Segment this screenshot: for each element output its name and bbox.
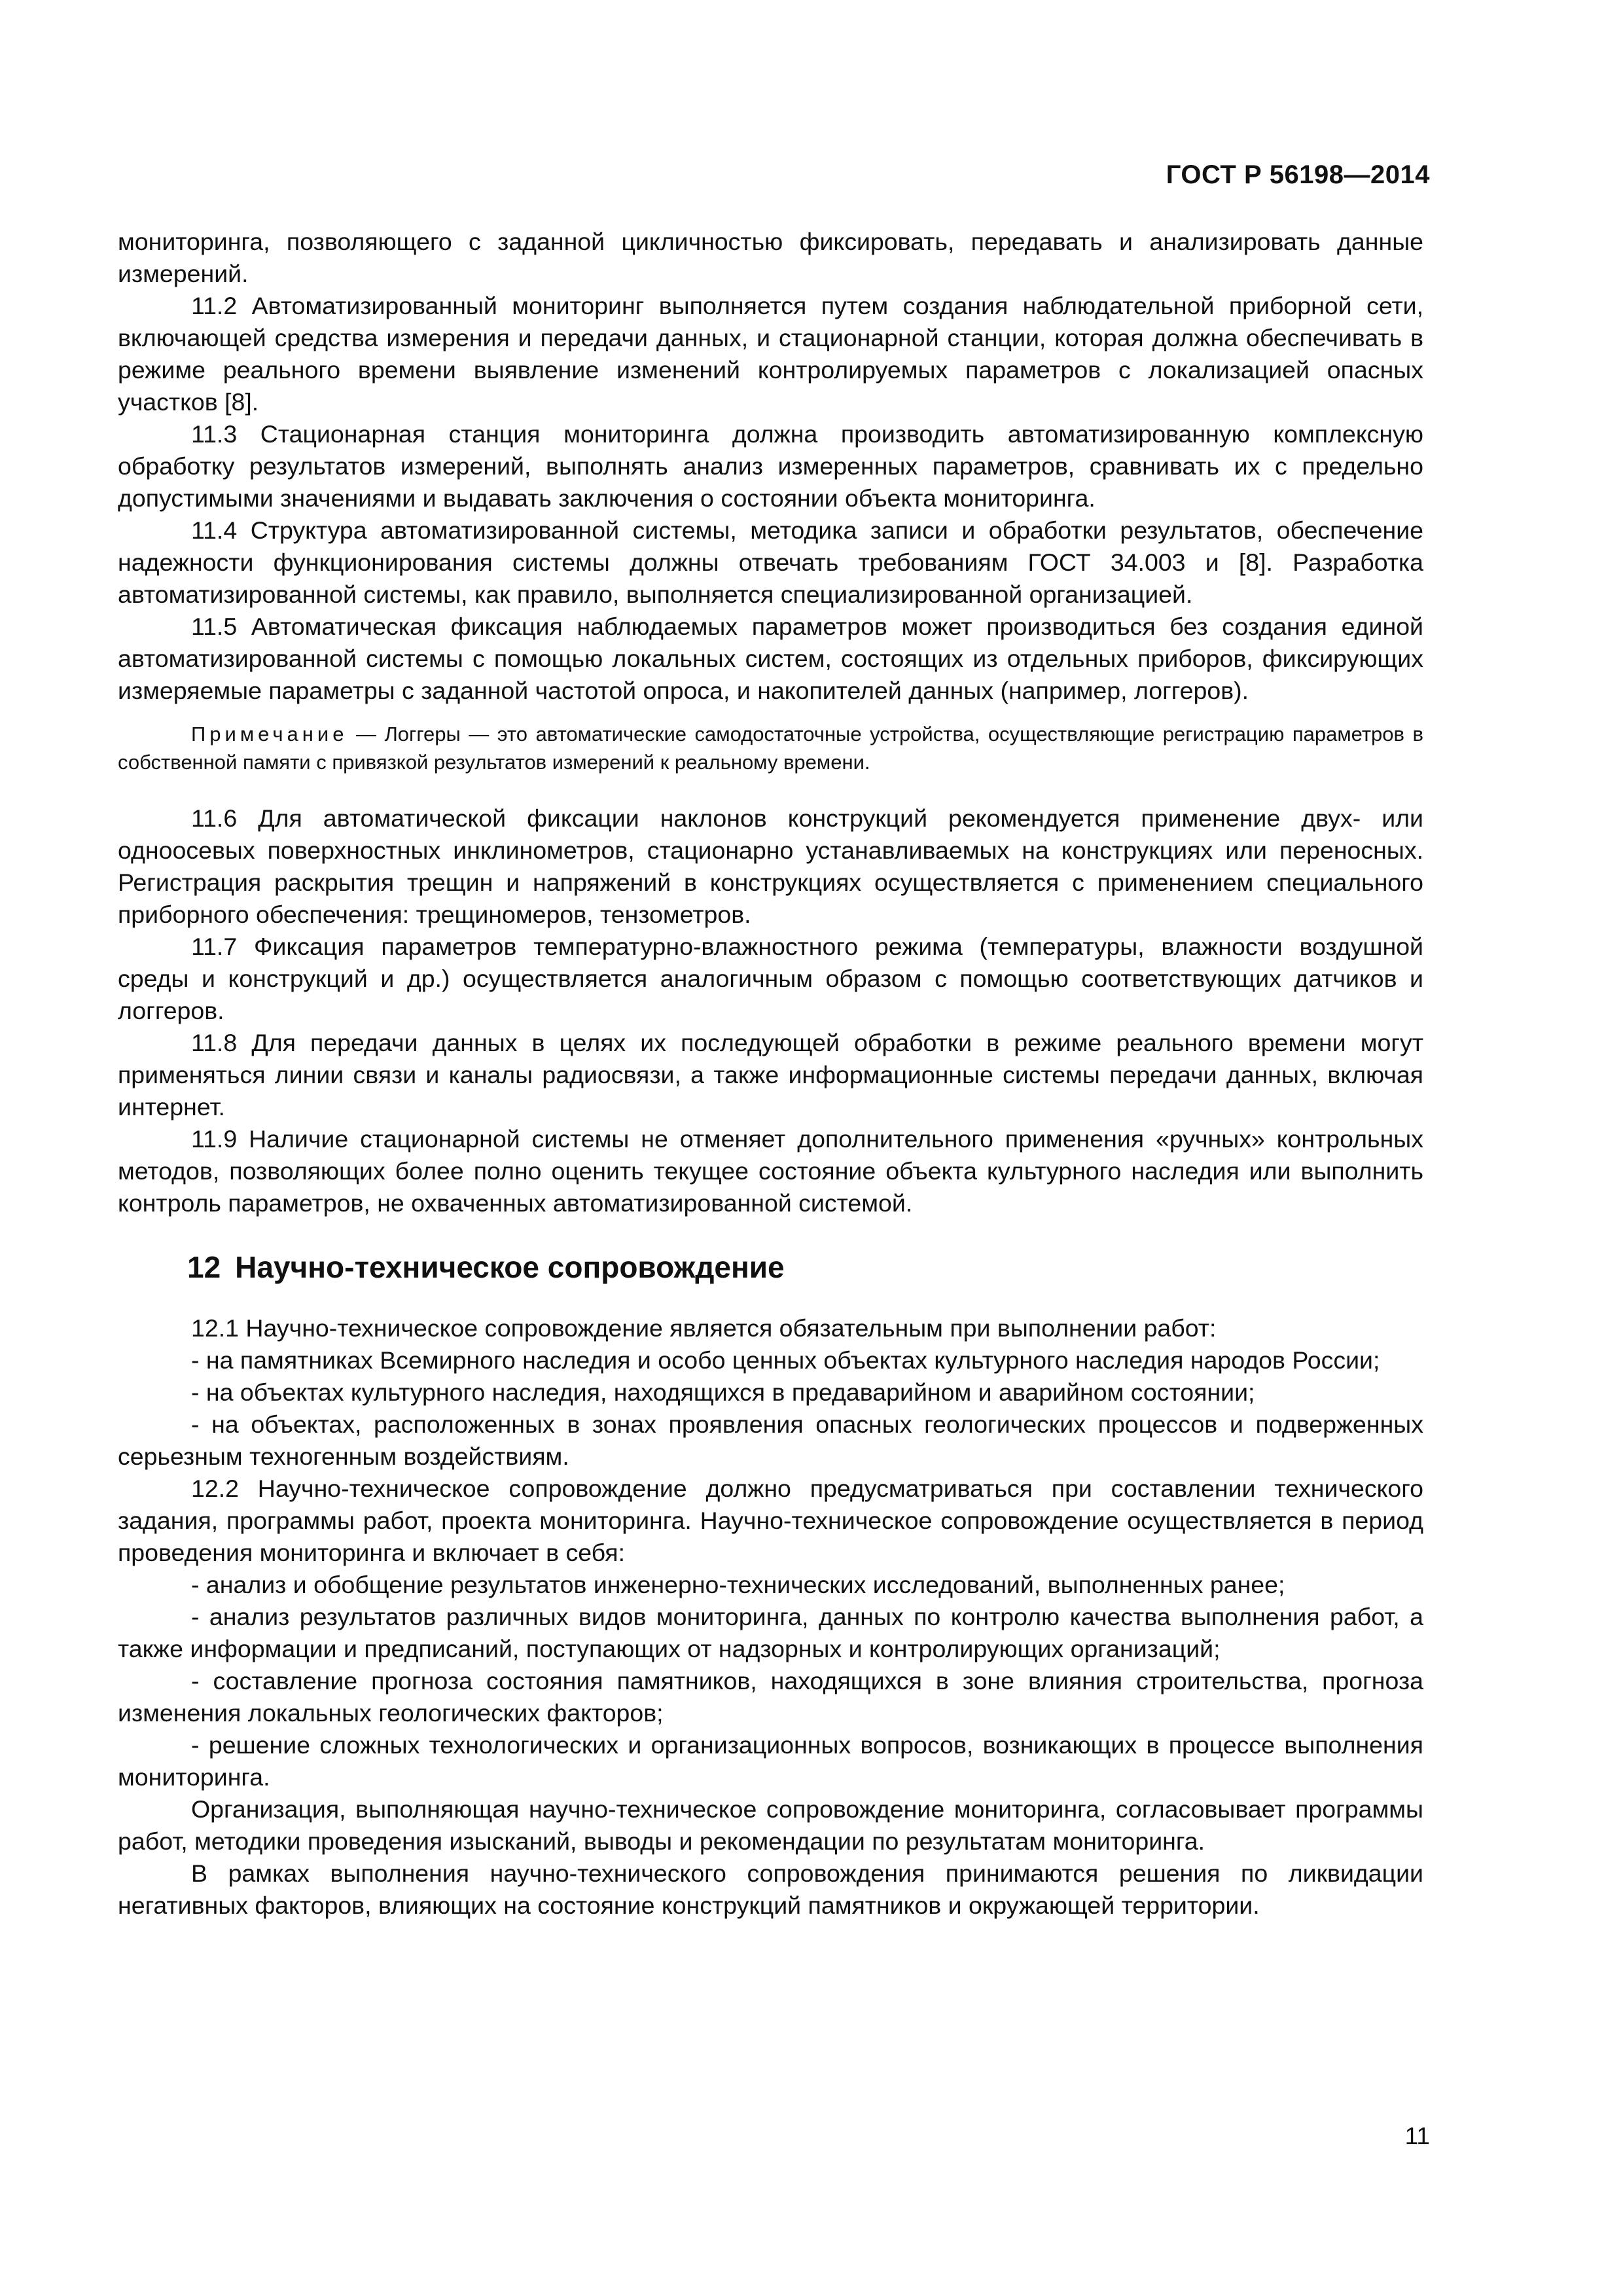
paragraph-11-3: 11.3 Стационарная станция мониторинга должна производить автоматизированную комплексную обработку результатов измерений, выполнять анализ измеренных параметров, сравнивать их с предельно допустимыми значениями и выдавать заключения о состоянии объекта мониторинга. bbox=[118, 420, 1423, 512]
section-title: Научно-техническое сопровождение bbox=[235, 1250, 785, 1284]
note bbox=[118, 720, 1423, 776]
document-code: ГОСТ Р 56198—2014 bbox=[1166, 160, 1430, 189]
paragraph-11-2: 11.2 Автоматизированный мониторинг выполняется путем создания наблюдательной приборной сети, включающей средства измерения и передачи данных, и стационарной станции, которая должна обеспечивать в режиме реального времени выявление изменений контролируемых параметров с локализацией опасных участков [8]. bbox=[118, 292, 1423, 416]
list-item: - на объектах, расположенных в зонах проявления опасных геологических процессов и подверженных серьезным техногенным воздействиям. bbox=[118, 1410, 1423, 1470]
list-item: - анализ результатов различных видов мониторинга, данных по контролю качества выполнения работ, а также информации и предписаний, поступающих от надзорных и контролирующих организаций; bbox=[118, 1603, 1423, 1662]
list-item: - составление прогноза состояния памятников, находящихся в зоне влияния строительства, прогноза изменения локальных геологических факторов; bbox=[118, 1667, 1423, 1727]
page-number: 11 bbox=[1404, 2123, 1430, 2149]
paragraph-11-5: 11.5 Автоматическая фиксация наблюдаемых параметров может производиться без создания единой автоматизированной системы с помощью локальных систем, состоящих из отдельных приборов, фиксирующих измеряемые параметры с заданной частотой опроса, и накопителей данных (например, логгеров). bbox=[118, 613, 1423, 704]
document-body bbox=[118, 226, 1423, 1922]
paragraph-11-4: 11.4 Структура автоматизированной системы, методика записи и обработки результатов, обеспечение надежности функционирования системы должны отвечать требованиям ГОСТ 34.003 и [8]. Разработка автоматизированной системы, как правило, выполняется специализированной организацией. bbox=[118, 516, 1423, 608]
paragraph-organization: Организация, выполняющая научно-техническое сопровождение мониторинга, согласовывает программы работ, методики проведения изысканий, выводы и рекомендации по результатам мониторинга. bbox=[118, 1795, 1423, 1855]
paragraph-11-6: 11.6 Для автоматической фиксации наклонов конструкций рекомендуется применение двух- или одноосевых поверхностных инклинометров, стационарно устанавливаемых на конструкциях или переносных. Регистрация раскрытия трещин и напряжений в конструкциях осуществляется с применением специального приборного обеспечения: трещиномеров, тензометров. bbox=[118, 804, 1423, 928]
paragraph-11-7: 11.7 Фиксация параметров температурно-влажностного режима (температуры, влажности воздушной среды и конструкций и др.) осуществляется аналогичным образом с помощью соответствующих датчиков и логгеров. bbox=[118, 933, 1423, 1024]
list-item: - решение сложных технологических и организационных вопросов, возникающих в процессе выполнения мониторинга. bbox=[118, 1731, 1423, 1791]
list-item: - на объектах культурного наследия, находящихся в предаварийном и аварийном состоянии; bbox=[191, 1378, 1255, 1406]
section-number: 12 bbox=[187, 1250, 221, 1284]
paragraph-11-8: 11.8 Для передачи данных в целях их последующей обработки в режиме реального времени могут применяться линии связи и каналы радиосвязи, а также информационные системы передачи данных, включая интернет. bbox=[118, 1029, 1423, 1121]
list-item: - анализ и обобщение результатов инженерно-технических исследований, выполненных ранее; bbox=[191, 1571, 1285, 1598]
note-text: — Логгеры — это автоматические самодостаточные устройства, осуществляющие регистрацию параметров в собственной памяти с привязкой результатов измерений к реальному времени. bbox=[118, 723, 1423, 774]
paragraph-12-1: 12.1 Научно-техническое сопровождение является обязательным при выполнении работ: bbox=[191, 1314, 1217, 1342]
paragraph-12-2: 12.2 Научно-техническое сопровождение должно предусматриваться при составлении технического задания, программы работ, проекта мониторинга. Научно-техническое сопровождение осуществляется в период проведения мониторинга и включает в себя: bbox=[118, 1475, 1423, 1566]
paragraph-11-9: 11.9 Наличие стационарной системы не отменяет дополнительного применения «ручных» контрольных методов, позволяющих более полно оценить текущее состояние объекта культурного наследия или выполнить контроль параметров, не охваченных автоматизированной системой. bbox=[118, 1125, 1423, 1217]
paragraph-final: В рамках выполнения научно-технического сопровождения принимаются решения по ликвидации негативных факторов, влияющих на состояние конструкций памятников и окружающей территории. bbox=[118, 1859, 1423, 1919]
note-label: Примечание bbox=[191, 723, 348, 745]
list-item: - на памятниках Всемирного наследия и особо ценных объектах культурного наследия народов России; bbox=[191, 1346, 1380, 1374]
paragraph-continuation: мониторинга, позволяющего с заданной цикличностью фиксировать, передавать и анализировать данные измерений. bbox=[118, 228, 1423, 287]
section-heading bbox=[118, 1248, 1423, 1286]
